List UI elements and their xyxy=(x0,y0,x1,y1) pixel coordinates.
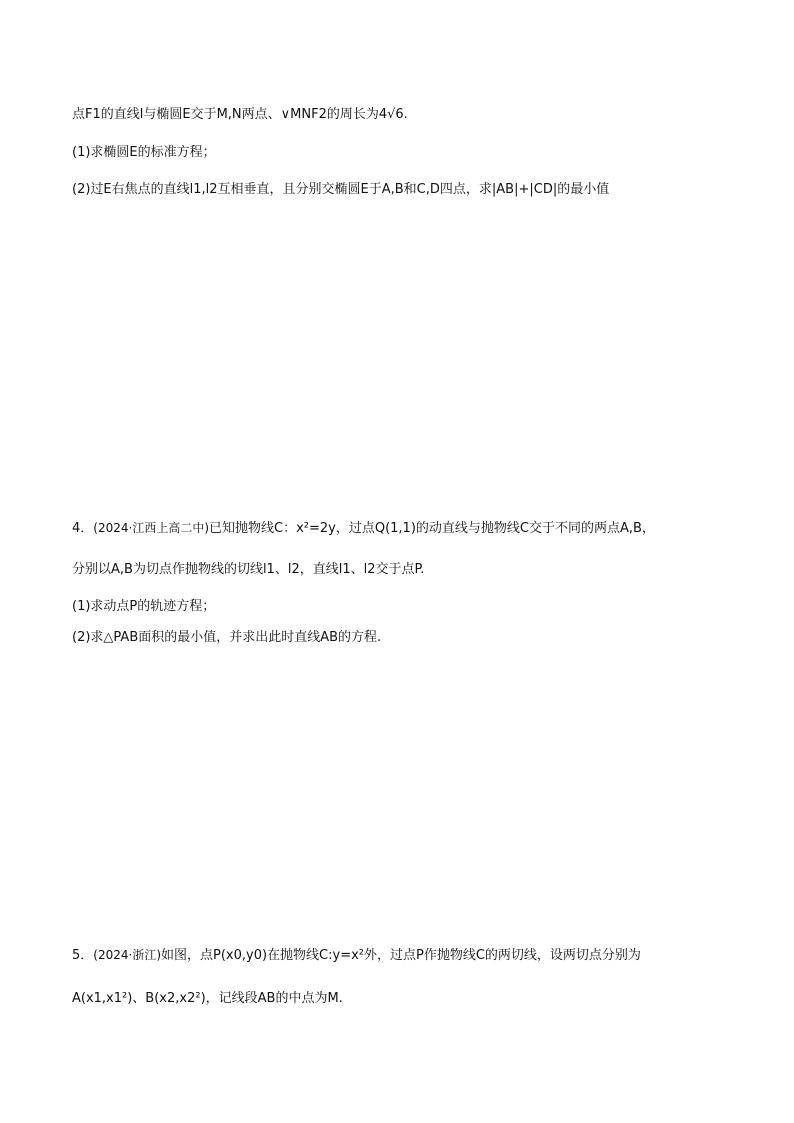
q3-line1 xyxy=(72,106,408,124)
q4-line1 xyxy=(72,519,655,538)
q4-sub2 xyxy=(72,629,381,647)
q5-number: 5． xyxy=(72,948,94,963)
q3-sub2-text: (2)过E右焦点的直线l1,l2互相垂直，且分别交椭圆E于A,B和C,D四点，求|AB|+|CD|的最小值 xyxy=(72,182,610,197)
q3-sub2 xyxy=(72,181,609,199)
q4-sub1 xyxy=(72,598,215,616)
q3-sub1 xyxy=(72,144,216,162)
q3-sub1-text: (1)求椭圆E的标准方程； xyxy=(72,145,216,160)
q4-sub2-text: (2)求△PAB面积的最小值，并求出此时直线AB的方程. xyxy=(72,630,382,645)
q5-line2 xyxy=(72,990,343,1008)
q5-source: (2024·浙江) xyxy=(93,948,161,962)
q4-number: 4． xyxy=(72,521,94,536)
q4-source: (2024·江西上高二中) xyxy=(93,521,209,535)
q3-line1-text: 点F1的直线l与椭圆E交于M,N两点、∨MNF2的周长为4√6. xyxy=(72,107,408,122)
q4-line2-text: 分别以A,B为切点作抛物线的切线l1、l2，直线l1、l2交于点P. xyxy=(72,562,425,577)
q5-line1-text: 如图，点P(x0,y0)在抛物线C:y=x²外，过点P作抛物线C的两切线，设两切点分别为 xyxy=(161,948,641,963)
q5-line1 xyxy=(72,946,641,965)
q4-line1-text: 已知抛物线C：x²=2y，过点Q(1,1)的动直线与抛物线C交于不同的两点A,B， xyxy=(209,521,655,536)
q4-line2 xyxy=(72,561,424,579)
q5-line2-text: A(x1,x1²)、B(x2,x2²)，记线段AB的中点为M. xyxy=(72,991,343,1006)
q4-sub1-text: (1)求动点P的轨迹方程； xyxy=(72,599,216,614)
